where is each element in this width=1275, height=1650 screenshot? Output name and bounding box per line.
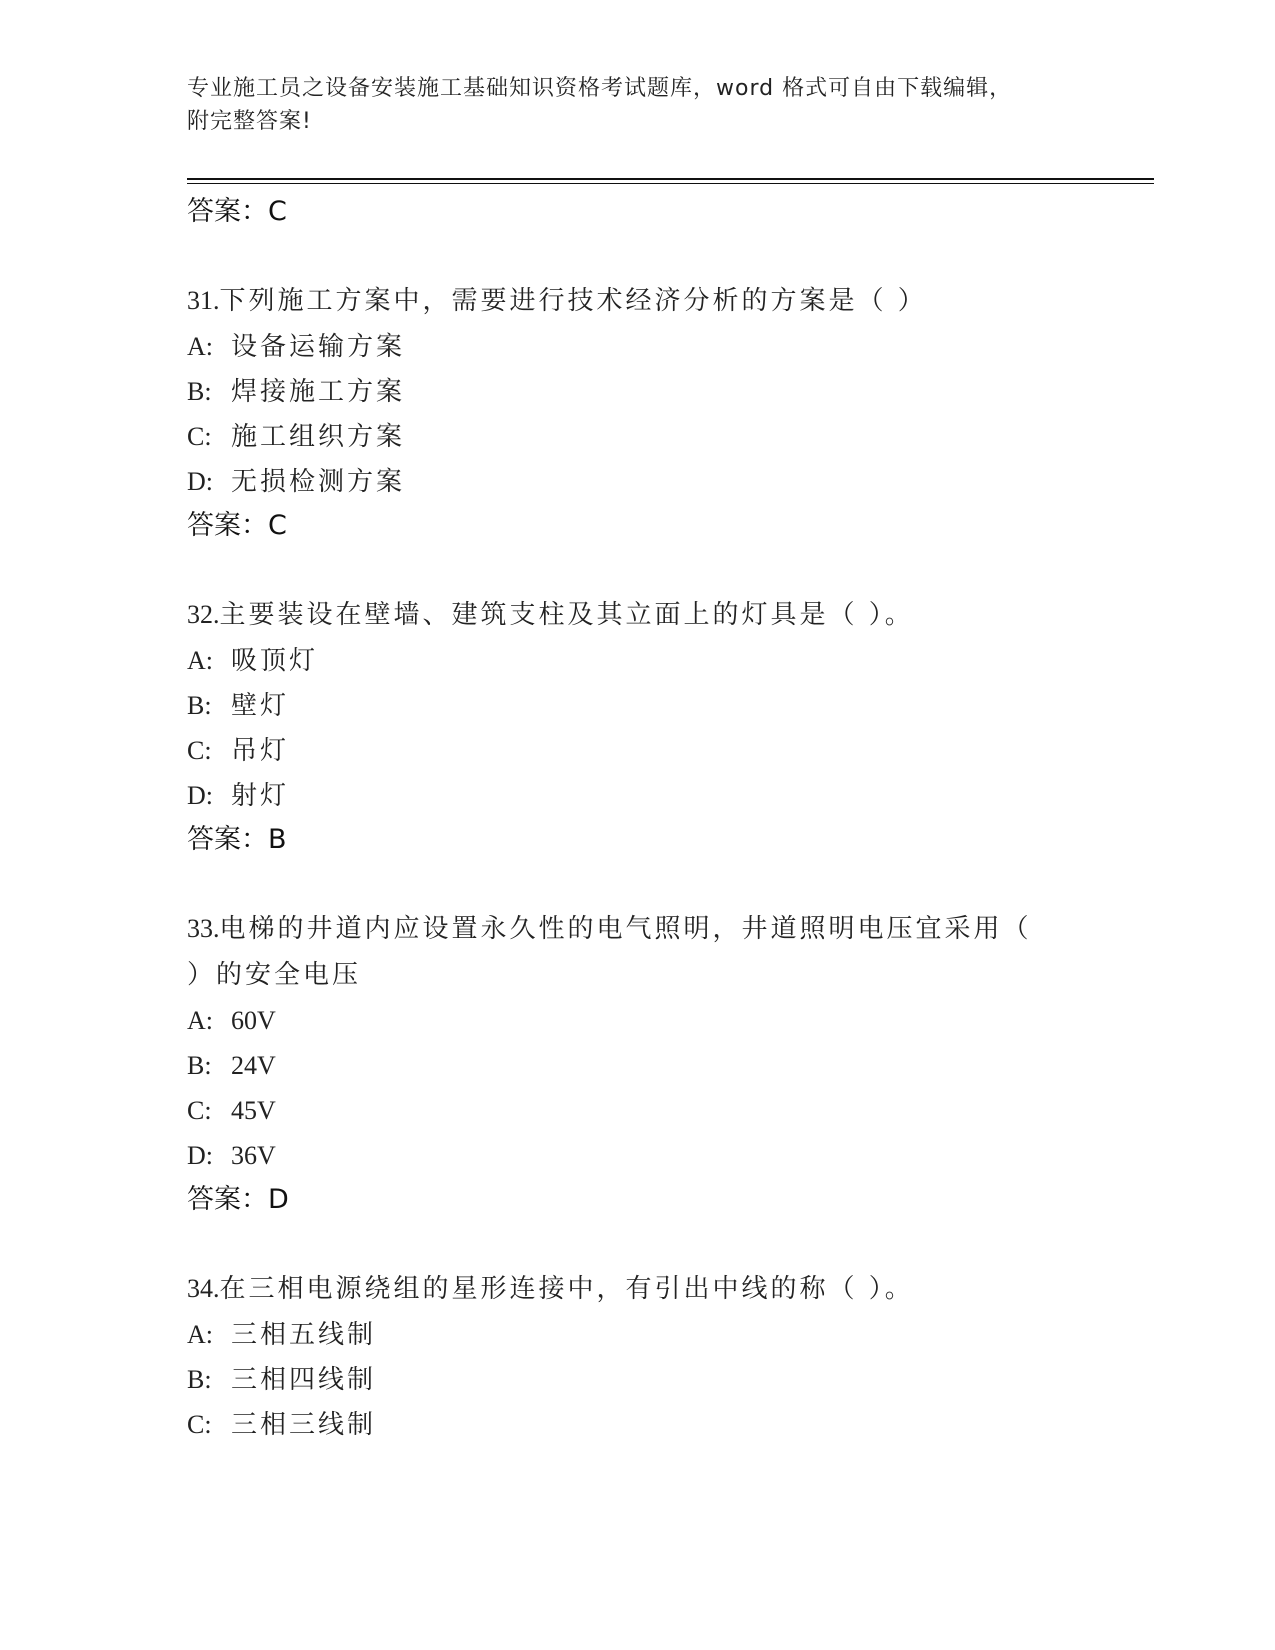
header-line-2: 附完整答案! (187, 109, 312, 134)
option-text: 24V (231, 1051, 276, 1080)
option-letter: B: (187, 1365, 212, 1394)
option-text: 吊灯 (231, 736, 290, 766)
option-text: 三相五线制 (231, 1320, 377, 1350)
option-letter: C: (187, 1096, 212, 1125)
question-number: 33. (187, 914, 220, 943)
answer-label: 答案：D (187, 1184, 289, 1215)
option-letter: A: (187, 1006, 213, 1035)
document-header (187, 72, 1067, 138)
option-text: 三相四线制 (231, 1365, 377, 1395)
option-a (187, 638, 1067, 683)
option-letter: C: (187, 422, 212, 451)
option-text: 三相三线制 (231, 1410, 377, 1440)
option-text: 45V (231, 1096, 276, 1125)
option-letter: C: (187, 736, 212, 765)
question-list (187, 190, 1067, 1447)
option-b (187, 1043, 1067, 1088)
header-rule-thin (187, 183, 1154, 184)
question-stem (187, 906, 1047, 998)
question-text: 电梯的井道内应设置永久性的电气照明，井道照明电压宜采用（ ）的安全电压 (187, 914, 1032, 990)
option-d (187, 773, 1067, 818)
answer-label: 答案：C (187, 196, 287, 227)
option-letter: A: (187, 1320, 213, 1349)
answer-label: 答案：C (187, 510, 287, 541)
option-b (187, 1357, 1067, 1402)
question-33 (187, 906, 1067, 1222)
question-text: 下列施工方案中，需要进行技术经济分析的方案是（ ） (219, 286, 927, 316)
option-c (187, 414, 1067, 459)
option-a (187, 998, 1067, 1043)
header-line-1: 专业施工员之设备安装施工基础知识资格考试题库，word 格式可自由下载编辑， (187, 76, 1013, 101)
option-letter: B: (187, 1051, 212, 1080)
option-letter: C: (187, 1410, 212, 1439)
option-c (187, 1088, 1067, 1133)
option-b (187, 369, 1067, 414)
option-letter: B: (187, 377, 212, 406)
option-text: 60V (231, 1006, 276, 1035)
option-letter: B: (187, 691, 212, 720)
option-a (187, 324, 1067, 369)
question-stem (187, 592, 1047, 638)
option-letter: A: (187, 646, 213, 675)
option-text: 射灯 (231, 781, 290, 811)
answer-label: 答案：B (187, 824, 287, 855)
question-32 (187, 592, 1067, 862)
option-letter: D: (187, 467, 213, 496)
option-letter: A: (187, 332, 213, 361)
option-text: 36V (231, 1141, 276, 1170)
option-text: 壁灯 (231, 691, 290, 721)
option-d (187, 1133, 1067, 1178)
question-number: 31. (187, 286, 220, 315)
option-text: 设备运输方案 (231, 332, 406, 362)
option-text: 焊接施工方案 (231, 377, 406, 407)
option-text: 无损检测方案 (231, 467, 406, 497)
header-rule-thick (187, 178, 1154, 180)
option-c (187, 728, 1067, 773)
question-number: 32. (187, 600, 220, 629)
question-text: 在三相电源绕组的星形连接中，有引出中线的称（ ）。 (219, 1274, 914, 1304)
option-letter: D: (187, 1141, 213, 1170)
option-b (187, 683, 1067, 728)
question-stem (187, 278, 1047, 324)
option-letter: D: (187, 781, 213, 810)
option-text: 吸顶灯 (231, 646, 319, 676)
question-stem (187, 1266, 1047, 1312)
option-c (187, 1402, 1067, 1447)
question-text: 主要装设在壁墙、建筑支柱及其立面上的灯具是（ ）。 (219, 600, 914, 630)
question-number: 34. (187, 1274, 220, 1303)
option-text: 施工组织方案 (231, 422, 406, 452)
question-31 (187, 278, 1067, 548)
option-a (187, 1312, 1067, 1357)
option-d (187, 459, 1067, 504)
question-34 (187, 1266, 1067, 1447)
